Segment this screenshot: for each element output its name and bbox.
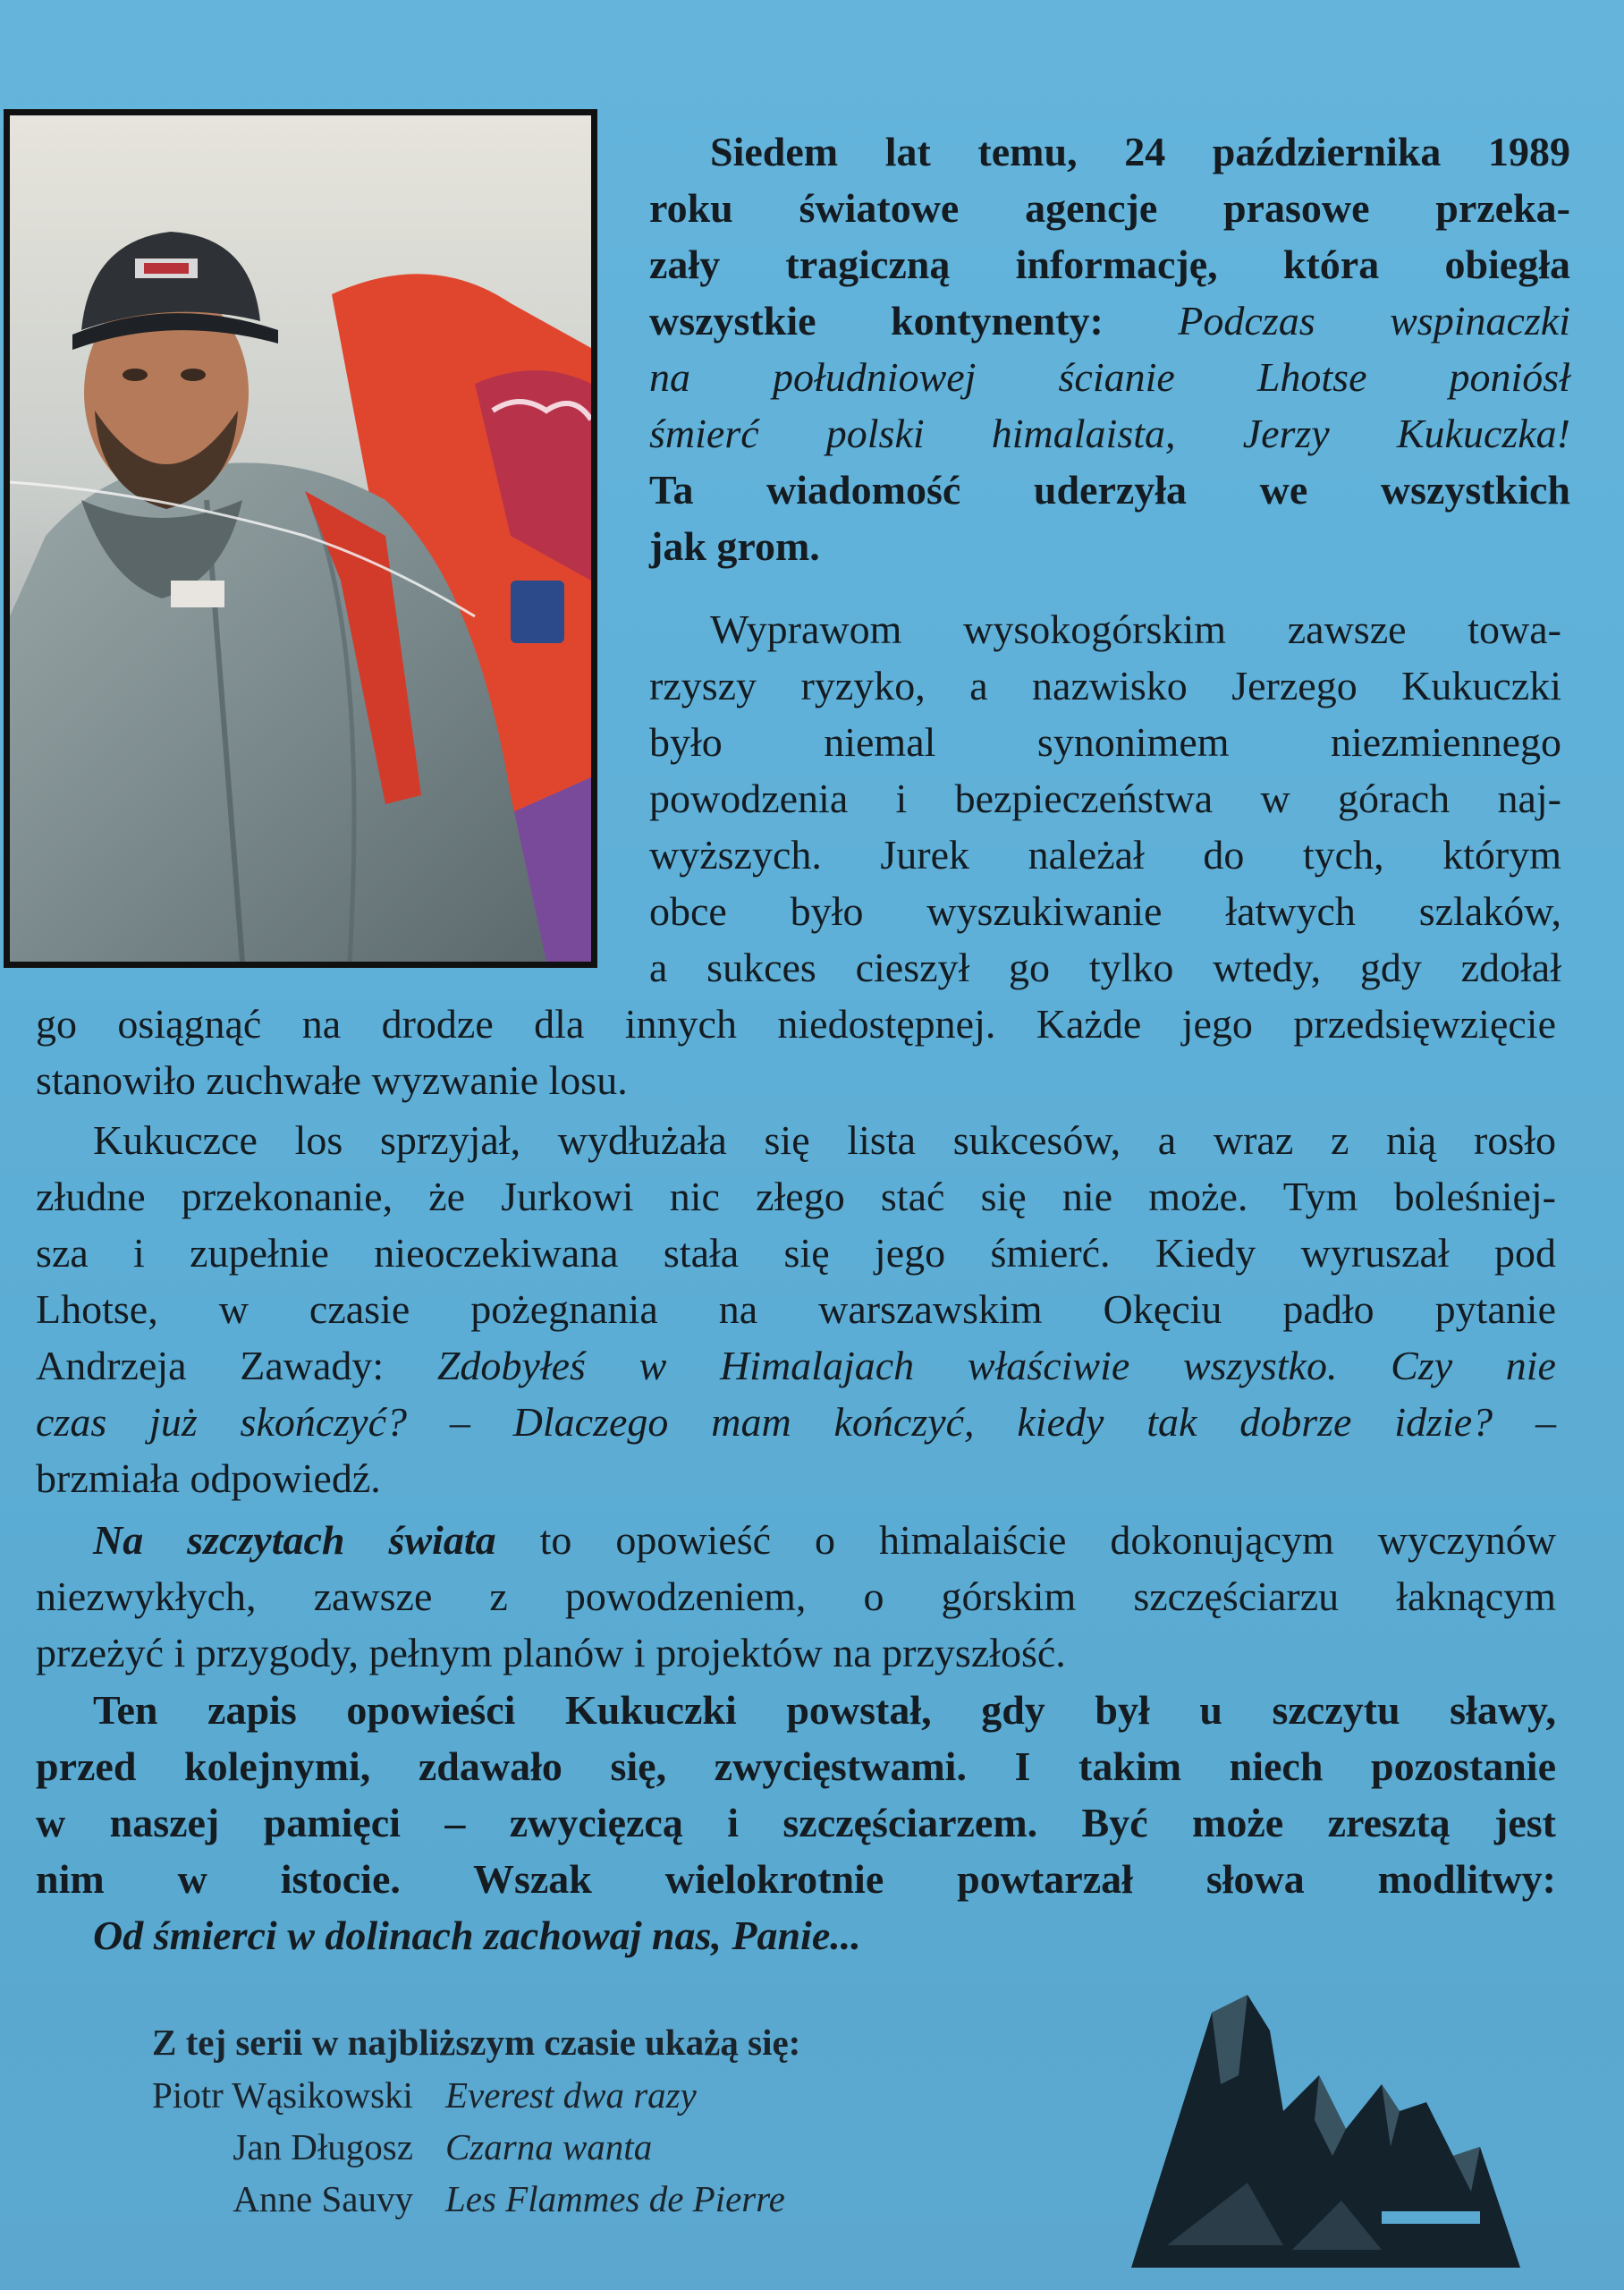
series-announcement — [152, 2017, 1046, 2225]
book-author: Piotr Wąsikowski — [152, 2074, 413, 2116]
text-line: było niemal synonimem niezmiennego — [649, 719, 1561, 765]
text-line: Wyprawom wysokogórskim zawsze towa- — [710, 606, 1561, 652]
text-line-mixed — [36, 1512, 1556, 1568]
intro-closing-line: jak grom. — [649, 523, 820, 569]
text-line: przed kolejnymi, zdawało się, zwycięstwami. I takim niech pozostanie — [36, 1743, 1556, 1789]
quote-segment: Zdobyłeś w Himalajach właściwie wszystko. Czy nie — [436, 1343, 1556, 1388]
intro-italic: Podczas wspinaczki — [1178, 298, 1570, 344]
mountain-peaks-logo — [1113, 1977, 1525, 2272]
series-book-list — [152, 2069, 785, 2225]
climber-portrait-photo — [4, 109, 597, 968]
intro-line: Siedem lat temu, 24 października 1989 — [710, 129, 1570, 174]
text-line-mixed — [36, 1337, 1556, 1394]
intro-italic-line: na południowej ścianie Lhotse poniósł — [649, 354, 1570, 400]
text-line: sza i zupełnie nieoczekiwana stała się jego śmierć. Kiedy wyruszał pod — [36, 1230, 1556, 1276]
book-title: Czarna wanta — [444, 2126, 653, 2167]
book-author: Jan Długosz — [233, 2126, 413, 2167]
text-line: w naszej pamięci – zwycięzcą i szczęściarzem. Być może zresztą jest — [36, 1800, 1556, 1845]
text-line: powodzenia i bezpieczeństwa w górach naj- — [649, 776, 1561, 821]
text-line: złudne przekonanie, że Jurkowi nic złego stać się nie może. Tym boleśniej- — [36, 1174, 1556, 1219]
text-line: przeżyć i przygody, pełnym planów i projektów na przyszłość. — [36, 1630, 1066, 1675]
list-item — [152, 2173, 785, 2225]
series-heading: Z tej serii w najbliższym czasie ukażą się: — [152, 2022, 801, 2063]
paragraph-4 — [36, 1512, 1556, 1681]
intro-italic-line: śmierć polski himalaista, Jerzy Kukuczka! — [649, 411, 1570, 456]
book-title: Na szczytach świata — [93, 1517, 496, 1563]
book-title: Everest dwa razy — [444, 2074, 697, 2116]
text-line: Kukuczce los sprzyjał, wydłużała się lista sukcesów, a wraz z nią rosło — [93, 1117, 1556, 1163]
paragraph-2-wide — [36, 996, 1556, 1108]
intro-line: zały tragiczną informację, która obiegła — [649, 242, 1570, 287]
text-segment: to opowieść o himalaiście dokonującym wyczynów — [539, 1517, 1557, 1563]
text-line: nim w istocie. Wszak wielokrotnie powtarzał słowa modlitwy: — [36, 1856, 1556, 1902]
text-line: go osiągnąć na drodze dla innych niedostępnej. Każde jego przedsięwzięcie — [36, 1001, 1556, 1047]
text-line: stanowiło zuchwałe wyzwanie losu. — [36, 1057, 628, 1103]
book-title: Les Flammes de Pierre — [444, 2178, 785, 2219]
intro-line-mixed — [649, 293, 1570, 349]
text-line: a sukces cieszył go tylko wtedy, gdy zdołał — [649, 945, 1561, 990]
paragraph-5 — [36, 1682, 1556, 1963]
intro-closing-line: Ta wiadomość uderzyła we wszystkich — [649, 467, 1570, 513]
list-item — [152, 2121, 785, 2173]
quote-line: czas już skończyć? – Dlaczego mam kończyć, kiedy tak dobrze idzie? – — [36, 1399, 1556, 1445]
text-segment: Andrzeja Zawady: — [36, 1343, 385, 1388]
paragraph-3 — [36, 1112, 1556, 1506]
text-line: wyższych. Jurek należał do tych, którym — [649, 832, 1561, 878]
text-line: brzmiała odpowiedź. — [36, 1455, 381, 1501]
book-author: Anne Sauvy — [233, 2178, 413, 2219]
intro-line: wszystkie kontynenty: — [649, 298, 1104, 344]
intro-paragraph — [649, 123, 1570, 574]
paragraph-2-narrow — [649, 601, 1561, 996]
list-item — [152, 2069, 785, 2121]
intro-line: roku światowe agencje prasowe przeka- — [649, 185, 1570, 231]
text-line: rzyszy ryzyko, a nazwisko Jerzego Kukuczki — [649, 663, 1561, 708]
text-line: Lhotse, w czasie pożegnania na warszawskim Okęciu padło pytanie — [36, 1286, 1556, 1332]
text-line: obce było wyszukiwanie łatwych szlaków, — [649, 888, 1561, 934]
prayer-line: Od śmierci w dolinach zachowaj nas, Panie... — [93, 1913, 861, 1958]
text-line: Ten zapis opowieści Kukuczki powstał, gdy był u szczytu sławy, — [93, 1687, 1556, 1733]
text-line: niezwykłych, zawsze z powodzeniem, o górskim szczęściarzu łaknącym — [36, 1573, 1556, 1619]
